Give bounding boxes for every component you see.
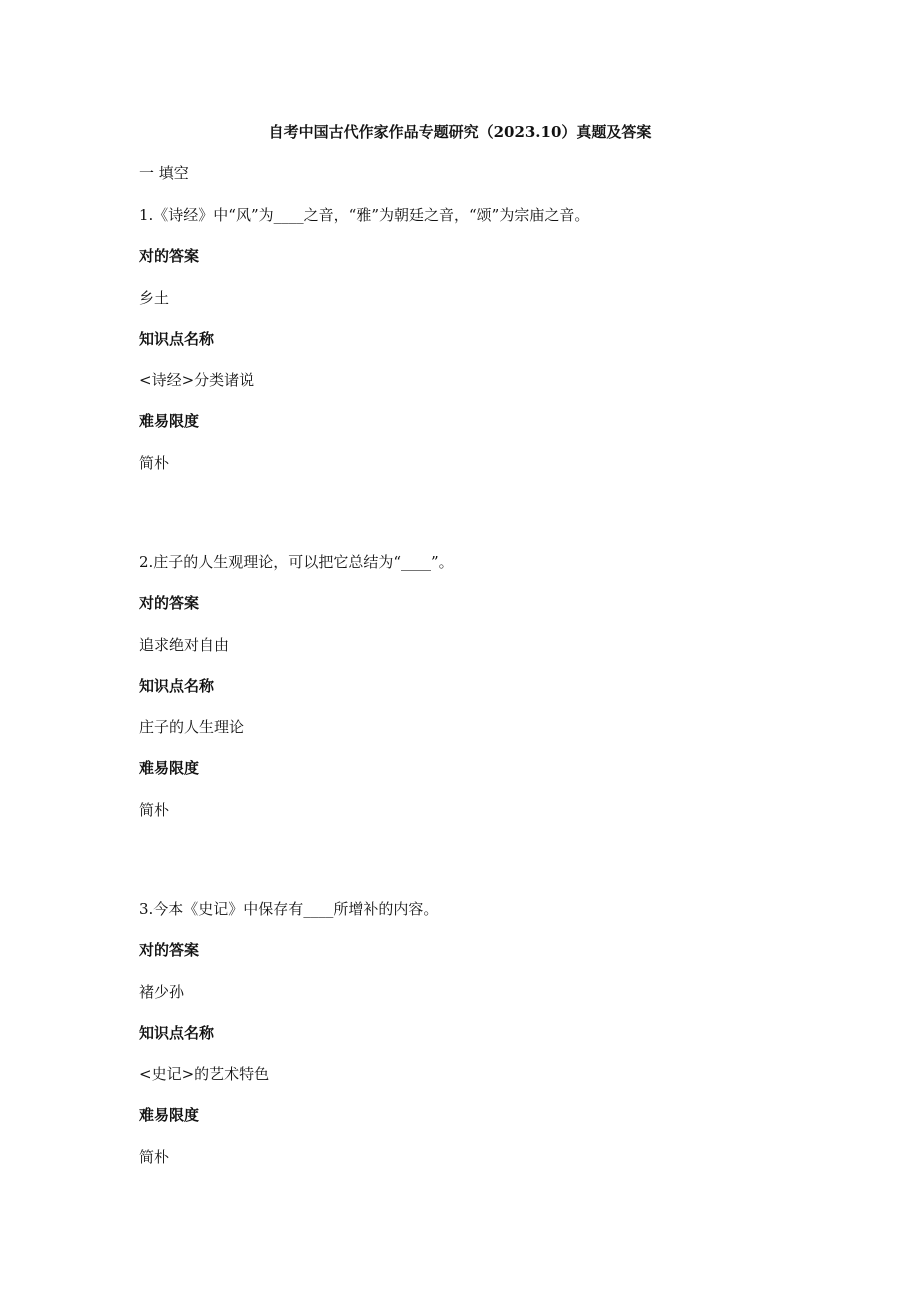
question-2-answer: 追求绝对自由 [139,636,230,654]
question-1-knowledge: <诗经>分类诸说 [139,371,255,389]
question-3-difficulty: 简朴 [139,1148,170,1166]
question-1-answer-label: 对的答案 [139,247,200,265]
question-3-answer-label: 对的答案 [139,941,200,959]
question-1-knowledge-label: 知识点名称 [139,330,215,348]
question-2-answer-label: 对的答案 [139,594,200,612]
question-1-difficulty: 简朴 [139,454,170,472]
question-1-answer: 乡土 [139,289,170,307]
question-2-knowledge-label: 知识点名称 [139,677,215,695]
question-3-difficulty-label: 难易限度 [139,1106,200,1124]
question-3-knowledge: <史记>的艺术特色 [139,1065,270,1083]
question-1-text: 1.《诗经》中“风”为____之音，“雅”为朝廷之音，“颂”为宗庙之音。 [139,206,590,224]
section-heading: 一 填空 [139,164,189,182]
question-3-answer: 褚少孙 [139,983,185,1001]
question-2-difficulty: 简朴 [139,801,170,819]
question-3-knowledge-label: 知识点名称 [139,1024,215,1042]
question-3-text: 3.今本《史记》中保存有____所增补的内容。 [139,900,439,918]
question-2-knowledge: 庄子的人生理论 [139,718,245,736]
question-2-difficulty-label: 难易限度 [139,759,200,777]
question-1-difficulty-label: 难易限度 [139,412,200,430]
document-title: 自考中国古代作家作品专题研究（2023.10）真题及答案 [268,123,652,141]
question-2-text: 2.庄子的人生观理论，可以把它总结为“____”。 [139,553,454,571]
